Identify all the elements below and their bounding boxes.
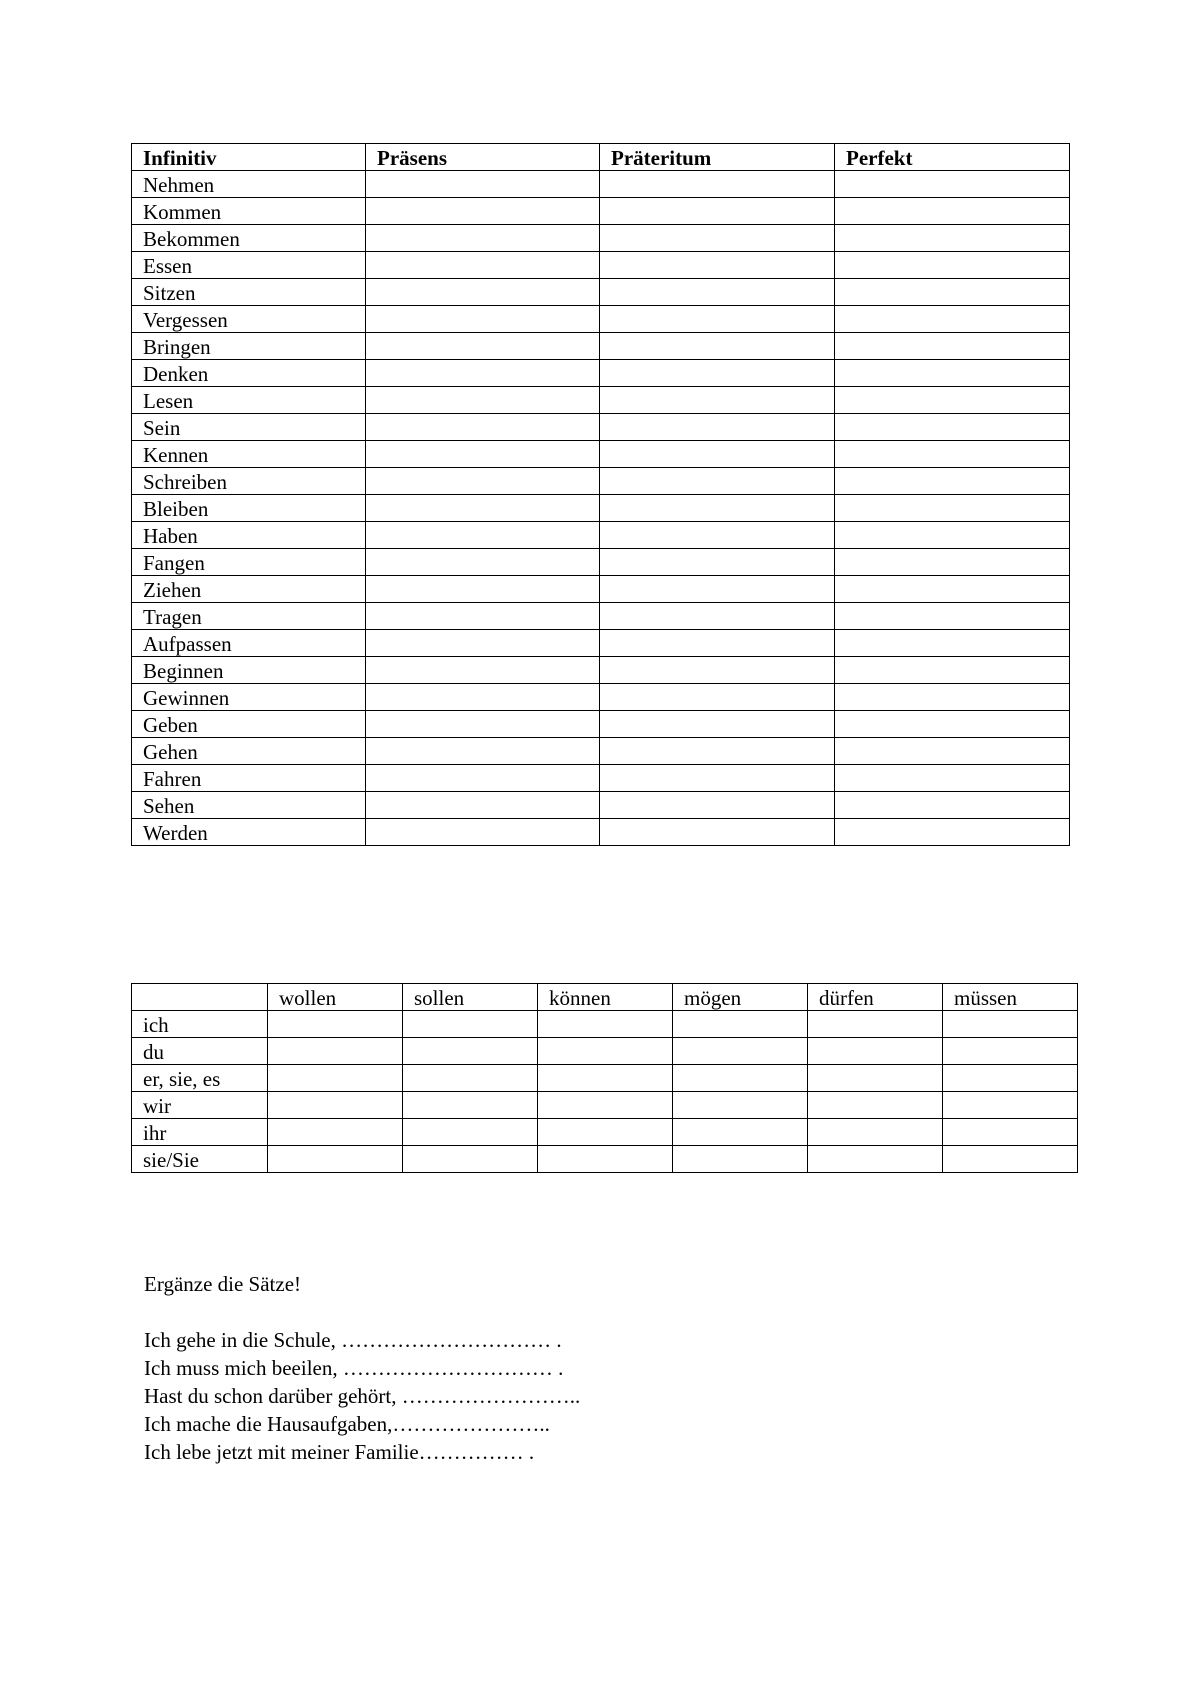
verb-row [132, 198, 1070, 225]
modal-answer-cell[interactable] [943, 1092, 1078, 1119]
verb-infinitive: Fahren [132, 765, 366, 792]
answer-cell-perfekt[interactable] [835, 387, 1070, 414]
answer-cell-praeteritum[interactable] [600, 306, 835, 333]
modal-answer-cell[interactable] [403, 1038, 538, 1065]
answer-cell-perfekt[interactable] [835, 819, 1070, 846]
modal-answer-cell[interactable] [403, 1065, 538, 1092]
modal-answer-cell[interactable] [673, 1092, 808, 1119]
answer-cell-praeteritum[interactable] [600, 414, 835, 441]
answer-cell-praesens[interactable] [366, 225, 600, 252]
verb-infinitive: Ziehen [132, 576, 366, 603]
verb-infinitive: Werden [132, 819, 366, 846]
sentence-exercise [144, 1270, 580, 1466]
verb-row [132, 630, 1070, 657]
verb-row [132, 765, 1070, 792]
modal-answer-cell[interactable] [403, 1119, 538, 1146]
modal-answer-cell[interactable] [673, 1065, 808, 1092]
answer-cell-praeteritum[interactable] [600, 684, 835, 711]
verb-infinitive: Lesen [132, 387, 366, 414]
answer-cell-praesens[interactable] [366, 279, 600, 306]
answer-cell-praeteritum[interactable] [600, 468, 835, 495]
modal-answer-cell[interactable] [268, 1119, 403, 1146]
modal-answer-cell[interactable] [808, 1119, 943, 1146]
modal-answer-cell[interactable] [808, 1065, 943, 1092]
answer-cell-praesens[interactable] [366, 414, 600, 441]
pronoun-row [132, 1038, 1078, 1065]
modal-answer-cell[interactable] [268, 1065, 403, 1092]
header-muessen: müssen [943, 984, 1078, 1011]
header-infinitiv: Infinitiv [132, 144, 366, 171]
exercise-sentence: Ich gehe in die Schule, ………………………… . [144, 1328, 562, 1352]
modal-answer-cell[interactable] [673, 1119, 808, 1146]
pronoun-row [132, 1011, 1078, 1038]
exercise-lines [144, 1326, 580, 1466]
verb-row [132, 684, 1070, 711]
header-sollen: sollen [403, 984, 538, 1011]
answer-cell-praesens[interactable] [366, 495, 600, 522]
pronoun-row [132, 1065, 1078, 1092]
modal-answer-cell[interactable] [403, 1092, 538, 1119]
modal-answer-cell[interactable] [808, 1011, 943, 1038]
verb-infinitive: Tragen [132, 603, 366, 630]
modal-answer-cell[interactable] [943, 1011, 1078, 1038]
answer-cell-perfekt[interactable] [835, 414, 1070, 441]
pronoun-row [132, 1092, 1078, 1119]
answer-cell-praeteritum[interactable] [600, 738, 835, 765]
modal-table-header-row [132, 984, 1078, 1011]
exercise-sentence: Ich muss mich beeilen, ………………………… . [144, 1356, 564, 1380]
verb-table-header-row [132, 144, 1070, 171]
answer-cell-praeteritum[interactable] [600, 441, 835, 468]
answer-cell-perfekt[interactable] [835, 657, 1070, 684]
answer-cell-perfekt[interactable] [835, 603, 1070, 630]
modal-corner-cell [132, 984, 268, 1011]
answer-cell-perfekt[interactable] [835, 171, 1070, 198]
answer-cell-praeteritum[interactable] [600, 630, 835, 657]
answer-cell-praeteritum[interactable] [600, 387, 835, 414]
verb-infinitive: Gehen [132, 738, 366, 765]
answer-cell-perfekt[interactable] [835, 198, 1070, 225]
verb-infinitive: Sein [132, 414, 366, 441]
answer-cell-praesens[interactable] [366, 684, 600, 711]
answer-cell-perfekt[interactable] [835, 792, 1070, 819]
answer-cell-perfekt[interactable] [835, 765, 1070, 792]
verb-conjugation-table [131, 143, 1070, 846]
verb-infinitive: Gewinnen [132, 684, 366, 711]
modal-answer-cell[interactable] [538, 1065, 673, 1092]
verb-infinitive: Denken [132, 360, 366, 387]
answer-cell-praesens[interactable] [366, 441, 600, 468]
answer-cell-perfekt[interactable] [835, 711, 1070, 738]
verb-infinitive: Kennen [132, 441, 366, 468]
verb-infinitive: Schreiben [132, 468, 366, 495]
answer-cell-praeteritum[interactable] [600, 279, 835, 306]
verb-infinitive: Essen [132, 252, 366, 279]
answer-cell-praeteritum[interactable] [600, 819, 835, 846]
answer-cell-praesens[interactable] [366, 333, 600, 360]
verb-row [132, 549, 1070, 576]
verb-row [132, 279, 1070, 306]
answer-cell-praeteritum[interactable] [600, 495, 835, 522]
modal-answer-cell[interactable] [943, 1146, 1078, 1173]
pronoun-label: ich [132, 1011, 268, 1038]
modal-answer-cell[interactable] [808, 1038, 943, 1065]
modal-answer-cell[interactable] [673, 1038, 808, 1065]
verb-infinitive: Sehen [132, 792, 366, 819]
answer-cell-praesens[interactable] [366, 360, 600, 387]
modal-answer-cell[interactable] [673, 1146, 808, 1173]
verb-infinitive: Geben [132, 711, 366, 738]
exercise-title: Ergänze die Sätze! [144, 1272, 302, 1296]
modal-answer-cell[interactable] [538, 1092, 673, 1119]
verb-infinitive: Fangen [132, 549, 366, 576]
verb-infinitive: Nehmen [132, 171, 366, 198]
verb-row [132, 657, 1070, 684]
modal-answer-cell[interactable] [538, 1146, 673, 1173]
answer-cell-perfekt[interactable] [835, 522, 1070, 549]
verb-row [132, 171, 1070, 198]
answer-cell-praesens[interactable] [366, 711, 600, 738]
answer-cell-praesens[interactable] [366, 171, 600, 198]
answer-cell-praeteritum[interactable] [600, 765, 835, 792]
verb-row [132, 252, 1070, 279]
modal-answer-cell[interactable] [268, 1146, 403, 1173]
verb-row [132, 738, 1070, 765]
verb-row [132, 603, 1070, 630]
modal-answer-cell[interactable] [808, 1092, 943, 1119]
exercise-sentence: Ich lebe jetzt mit meiner Familie…………… . [144, 1440, 535, 1464]
pronoun-label: er, sie, es [132, 1065, 268, 1092]
verb-row [132, 819, 1070, 846]
answer-cell-praeteritum[interactable] [600, 360, 835, 387]
modal-answer-cell[interactable] [538, 1119, 673, 1146]
header-wollen: wollen [268, 984, 403, 1011]
answer-cell-praeteritum[interactable] [600, 549, 835, 576]
pronoun-row [132, 1146, 1078, 1173]
exercise-sentence: Hast du schon darüber gehört, …………………….. [144, 1384, 581, 1408]
header-perfekt: Perfekt [835, 144, 1070, 171]
verb-infinitive: Bringen [132, 333, 366, 360]
answer-cell-perfekt[interactable] [835, 684, 1070, 711]
header-koennen: können [538, 984, 673, 1011]
answer-cell-praeteritum[interactable] [600, 252, 835, 279]
answer-cell-perfekt[interactable] [835, 549, 1070, 576]
answer-cell-praesens[interactable] [366, 657, 600, 684]
modal-verb-table [131, 983, 1078, 1173]
answer-cell-praeteritum[interactable] [600, 711, 835, 738]
verb-row [132, 522, 1070, 549]
verb-infinitive: Bleiben [132, 495, 366, 522]
verb-row [132, 360, 1070, 387]
answer-cell-perfekt[interactable] [835, 225, 1070, 252]
answer-cell-perfekt[interactable] [835, 306, 1070, 333]
verb-row [132, 441, 1070, 468]
pronoun-label: du [132, 1038, 268, 1065]
answer-cell-praeteritum[interactable] [600, 603, 835, 630]
header-moegen: mögen [673, 984, 808, 1011]
verb-row [132, 468, 1070, 495]
answer-cell-perfekt[interactable] [835, 360, 1070, 387]
modal-answer-cell[interactable] [538, 1011, 673, 1038]
answer-cell-perfekt[interactable] [835, 333, 1070, 360]
answer-cell-praeteritum[interactable] [600, 225, 835, 252]
answer-cell-perfekt[interactable] [835, 441, 1070, 468]
answer-cell-praeteritum[interactable] [600, 657, 835, 684]
answer-cell-praesens[interactable] [366, 576, 600, 603]
verb-infinitive: Bekommen [132, 225, 366, 252]
answer-cell-praesens[interactable] [366, 252, 600, 279]
verb-infinitive: Aufpassen [132, 630, 366, 657]
verb-infinitive: Kommen [132, 198, 366, 225]
modal-answer-cell[interactable] [268, 1038, 403, 1065]
answer-cell-perfekt[interactable] [835, 630, 1070, 657]
answer-cell-praesens[interactable] [366, 522, 600, 549]
verb-row [132, 306, 1070, 333]
answer-cell-praesens[interactable] [366, 549, 600, 576]
modal-answer-cell[interactable] [673, 1011, 808, 1038]
answer-cell-praeteritum[interactable] [600, 171, 835, 198]
answer-cell-praesens[interactable] [366, 306, 600, 333]
modal-answer-cell[interactable] [943, 1065, 1078, 1092]
answer-cell-praeteritum[interactable] [600, 333, 835, 360]
modal-answer-cell[interactable] [943, 1119, 1078, 1146]
modal-answer-cell[interactable] [538, 1038, 673, 1065]
answer-cell-praesens[interactable] [366, 792, 600, 819]
modal-answer-cell[interactable] [403, 1011, 538, 1038]
modal-answer-cell[interactable] [808, 1146, 943, 1173]
verb-infinitive: Beginnen [132, 657, 366, 684]
modal-answer-cell[interactable] [943, 1038, 1078, 1065]
verb-row [132, 711, 1070, 738]
answer-cell-praeteritum[interactable] [600, 792, 835, 819]
exercise-sentence: Ich mache die Hausaufgaben,………………….. [144, 1412, 550, 1436]
answer-cell-praesens[interactable] [366, 630, 600, 657]
answer-cell-praesens[interactable] [366, 468, 600, 495]
answer-cell-perfekt[interactable] [835, 738, 1070, 765]
verb-row [132, 792, 1070, 819]
verb-infinitive: Haben [132, 522, 366, 549]
answer-cell-praesens[interactable] [366, 819, 600, 846]
answer-cell-praesens[interactable] [366, 738, 600, 765]
answer-cell-perfekt[interactable] [835, 495, 1070, 522]
pronoun-label: ihr [132, 1119, 268, 1146]
verb-row [132, 333, 1070, 360]
verb-row [132, 225, 1070, 252]
answer-cell-perfekt[interactable] [835, 576, 1070, 603]
pronoun-row [132, 1119, 1078, 1146]
modal-answer-cell[interactable] [403, 1146, 538, 1173]
verb-row [132, 387, 1070, 414]
header-praeteritum: Präteritum [600, 144, 835, 171]
modal-answer-cell[interactable] [268, 1092, 403, 1119]
verb-infinitive: Vergessen [132, 306, 366, 333]
pronoun-label: sie/Sie [132, 1146, 268, 1173]
modal-answer-cell[interactable] [268, 1011, 403, 1038]
pronoun-label: wir [132, 1092, 268, 1119]
answer-cell-perfekt[interactable] [835, 279, 1070, 306]
answer-cell-praeteritum[interactable] [600, 522, 835, 549]
answer-cell-perfekt[interactable] [835, 252, 1070, 279]
answer-cell-praeteritum[interactable] [600, 576, 835, 603]
answer-cell-praesens[interactable] [366, 765, 600, 792]
verb-infinitive: Sitzen [132, 279, 366, 306]
verb-row [132, 414, 1070, 441]
header-duerfen: dürfen [808, 984, 943, 1011]
header-praesens: Präsens [366, 144, 600, 171]
answer-cell-praesens[interactable] [366, 198, 600, 225]
answer-cell-praesens[interactable] [366, 603, 600, 630]
verb-row [132, 495, 1070, 522]
answer-cell-praesens[interactable] [366, 387, 600, 414]
answer-cell-perfekt[interactable] [835, 468, 1070, 495]
verb-row [132, 576, 1070, 603]
answer-cell-praeteritum[interactable] [600, 198, 835, 225]
